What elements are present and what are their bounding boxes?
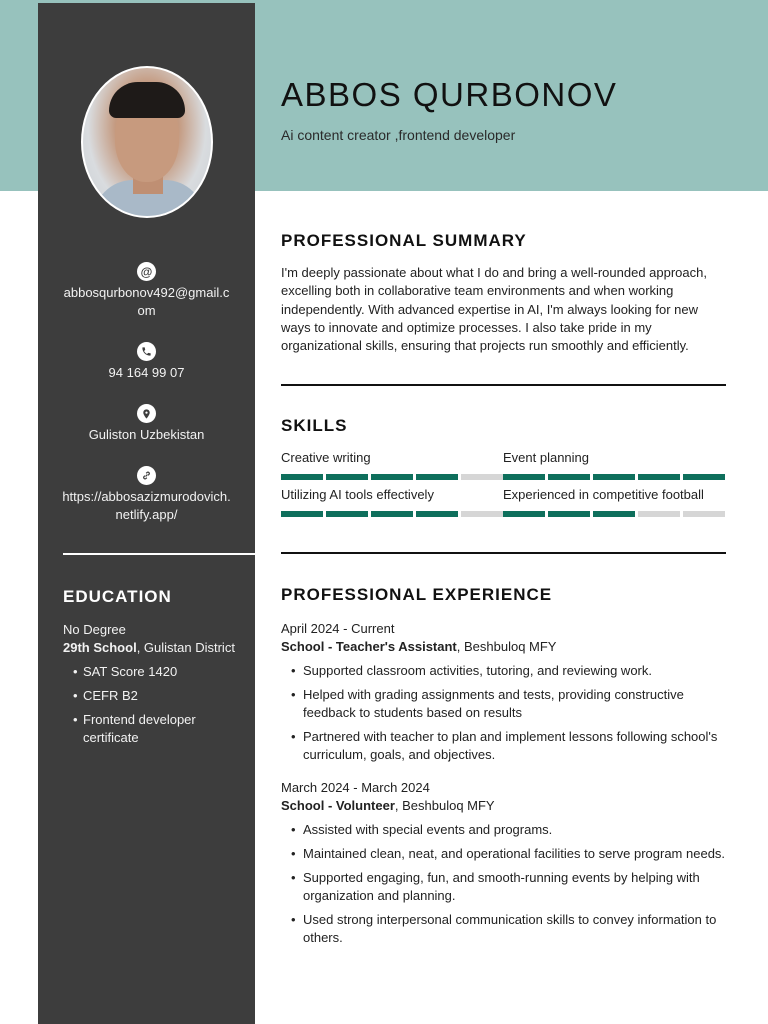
skill-name: Utilizing AI tools effectively (281, 487, 434, 502)
job-role: School - Volunteer, Beshbuloq MFY (281, 798, 495, 813)
skill-bar-segment (416, 474, 458, 480)
skill-bar-segment (371, 474, 413, 480)
skill-bar-segment (371, 511, 413, 517)
skill-bar-segment (683, 474, 725, 480)
job-entry (281, 620, 731, 770)
job-bullet: • Partnered with teacher to plan and implement lessons following school's curriculum, goals, and objectives. (291, 728, 731, 764)
skill-bar-segment (638, 511, 680, 517)
skill-item (503, 487, 726, 517)
skill-item (281, 487, 504, 517)
education-list (63, 663, 243, 747)
section-divider (281, 384, 726, 386)
job-role: School - Teacher's Assistant, Beshbuloq MFY (281, 639, 557, 654)
education-section (63, 621, 243, 753)
job-date: March 2024 - March 2024 (281, 780, 430, 795)
skill-name: Creative writing (281, 450, 371, 465)
link-icon (137, 466, 156, 485)
job-bullets (281, 662, 731, 764)
job-bullet: • Used strong interpersonal communication skills to convey information to others. (291, 911, 731, 947)
job-bullet: • Helped with grading assignments and tests, providing constructive feedback to students based on results (291, 686, 731, 722)
job-bullet: • Supported classroom activities, tutoring, and reviewing work. (291, 662, 731, 680)
phone-text: 94 164 99 07 (108, 365, 185, 380)
candidate-name: ABBOS QURBONOV (281, 76, 618, 113)
skill-bar-segment (548, 474, 590, 480)
education-item: • SAT Score 1420 (73, 663, 243, 681)
sidebar-divider (63, 553, 255, 555)
job-date: April 2024 - Current (281, 621, 395, 636)
website-link[interactable]: https://abbosazizmurodovich.netlify.app/ (62, 489, 231, 522)
skill-bar-segment (548, 511, 590, 517)
contact-email (38, 262, 255, 320)
skill-level-bar (281, 474, 504, 480)
skill-bar-segment (503, 511, 545, 517)
email-text[interactable]: abbosqurbonov492@gmail.com (63, 285, 230, 318)
skill-bar-segment (593, 511, 635, 517)
education-degree: No Degree (63, 622, 126, 637)
skill-bar-segment (326, 474, 368, 480)
education-item: • CEFR B2 (73, 687, 243, 705)
education-heading: EDUCATION (63, 587, 172, 606)
experience-heading: PROFESSIONAL EXPERIENCE (281, 585, 553, 604)
location-pin-icon (137, 404, 156, 423)
skill-item (281, 450, 504, 480)
skill-bar-segment (503, 474, 545, 480)
skill-bar-segment (281, 474, 323, 480)
contact-website (38, 466, 255, 524)
skill-bar-segment (326, 511, 368, 517)
job-bullet: • Supported engaging, fun, and smooth-running events by helping with organization and planning. (291, 869, 731, 905)
skill-name: Experienced in competitive football (503, 487, 704, 502)
summary-text: I'm deeply passionate about what I do and bring a well-rounded approach, excelling both in collaborative team environments and when working independently. With advanced expertise in AI, I'm always looking for new ways to innovate and optimize processes. I also take pride in my organizational skills, ensuring that projects run smoothly and efficiently. (281, 265, 707, 354)
skill-bar-segment (683, 511, 725, 517)
at-icon: @ (137, 262, 156, 281)
candidate-title: Ai content creator ,frontend developer (281, 127, 516, 143)
location-text: Guliston Uzbekistan (88, 427, 205, 442)
section-divider (281, 552, 726, 554)
skill-bar-segment (461, 474, 503, 480)
summary-heading: PROFESSIONAL SUMMARY (281, 231, 527, 250)
education-school: 29th School, Gulistan District (63, 640, 235, 655)
skill-bar-segment (461, 511, 503, 517)
education-item: • Frontend developer certificate (73, 711, 243, 747)
skill-bar-segment (593, 474, 635, 480)
skill-item (503, 450, 726, 480)
skill-name: Event planning (503, 450, 590, 465)
skills-heading: SKILLS (281, 416, 348, 435)
profile-photo (81, 66, 213, 218)
skill-bar-segment (416, 511, 458, 517)
skill-level-bar (503, 511, 726, 517)
job-bullet: • Maintained clean, neat, and operational facilities to serve program needs. (291, 845, 731, 863)
skill-bar-segment (281, 511, 323, 517)
contact-phone (38, 342, 255, 382)
skill-level-bar (281, 511, 504, 517)
job-bullets (281, 821, 731, 947)
job-entry (281, 779, 731, 953)
phone-icon (137, 342, 156, 361)
skill-level-bar (503, 474, 726, 480)
job-bullet: • Assisted with special events and programs. (291, 821, 731, 839)
skill-bar-segment (638, 474, 680, 480)
contact-location (38, 404, 255, 444)
